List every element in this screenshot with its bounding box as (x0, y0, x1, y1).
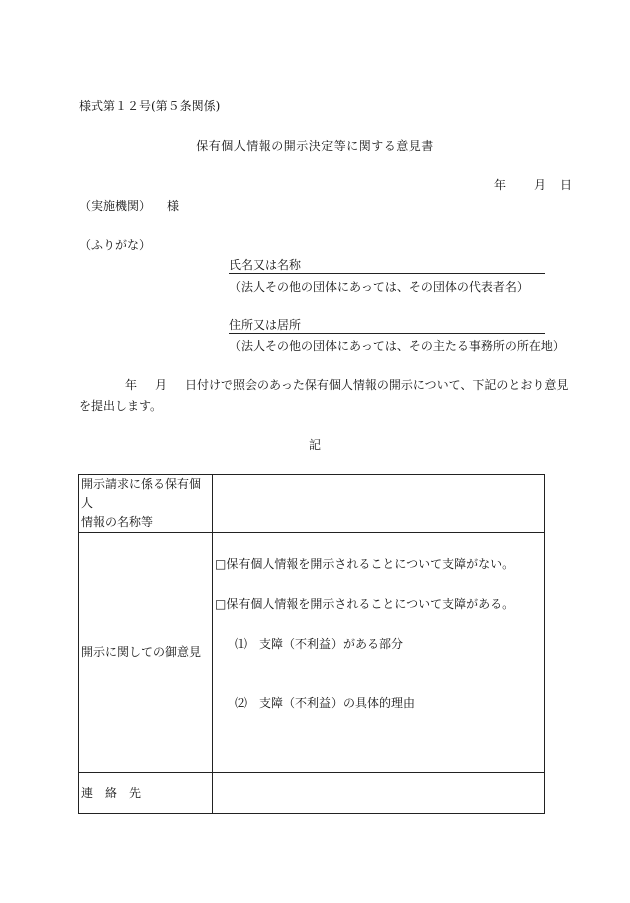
info-label-line2: 情報の名称等 (81, 515, 154, 529)
contact-label-cell (79, 773, 213, 814)
opinion-table (78, 474, 545, 814)
contact-char-2: 絡 (105, 785, 118, 800)
table-row-contact (79, 773, 545, 814)
table-row-info (79, 475, 545, 533)
sub-item-affected-part: ⑴ 支障（不利益）がある部分 (235, 637, 404, 651)
name-note: （法人その他の団体にあっては、その団体の代表者名） (229, 280, 529, 294)
address-note: （法人その他の団体にあっては、その主たる事務所の所在地） (229, 339, 565, 353)
info-label-line1: 開示請求に係る保有個人 (81, 477, 202, 510)
ki-heading: 記 (308, 438, 321, 452)
furigana-label: （ふりがな） (79, 238, 152, 252)
contact-value-cell[interactable] (213, 773, 545, 814)
name-label: 氏名又は名称 (229, 258, 302, 272)
body-text-line2: を提出します。 (79, 399, 163, 413)
contact-char-3: 先 (129, 785, 142, 800)
opinion-value-cell[interactable] (213, 533, 545, 773)
name-field[interactable] (229, 258, 545, 274)
option-issue[interactable]: □保有個人情報を開示されることについて支障がある。 (215, 597, 515, 611)
body-text-line1 (125, 378, 568, 392)
info-label-cell (79, 475, 213, 533)
address-field[interactable] (229, 318, 545, 334)
date-month-label: 月 (534, 178, 547, 192)
honorific: 様 (167, 199, 180, 213)
date-day-label: 日 (560, 178, 573, 192)
form-number: 様式第１２号(第５条関係) (79, 99, 221, 113)
date-line (494, 178, 572, 192)
agency-line (79, 199, 179, 213)
sub-item-specific-reason: ⑵ 支障（不利益）の具体的理由 (235, 696, 416, 710)
agency-label: （実施機関） (79, 199, 152, 213)
table-row-opinion (79, 533, 545, 773)
option-no-issue[interactable]: □保有個人情報を開示されることについて支障がない。 (215, 557, 515, 571)
body-line1-rest: 日付けで照会のあった保有個人情報の開示について、下記のとおり意見 (185, 378, 569, 392)
body-month: 月 (155, 378, 168, 392)
address-label: 住所又は居所 (229, 318, 302, 332)
opinion-label-cell: 開示に関しての御意見 (79, 533, 213, 773)
document-title: 保有個人情報の開示決定等に関する意見書 (196, 139, 434, 153)
info-value-cell[interactable] (213, 475, 545, 533)
body-year: 年 (125, 378, 138, 392)
contact-char-1: 連 (81, 785, 94, 800)
date-year-label: 年 (494, 178, 507, 192)
